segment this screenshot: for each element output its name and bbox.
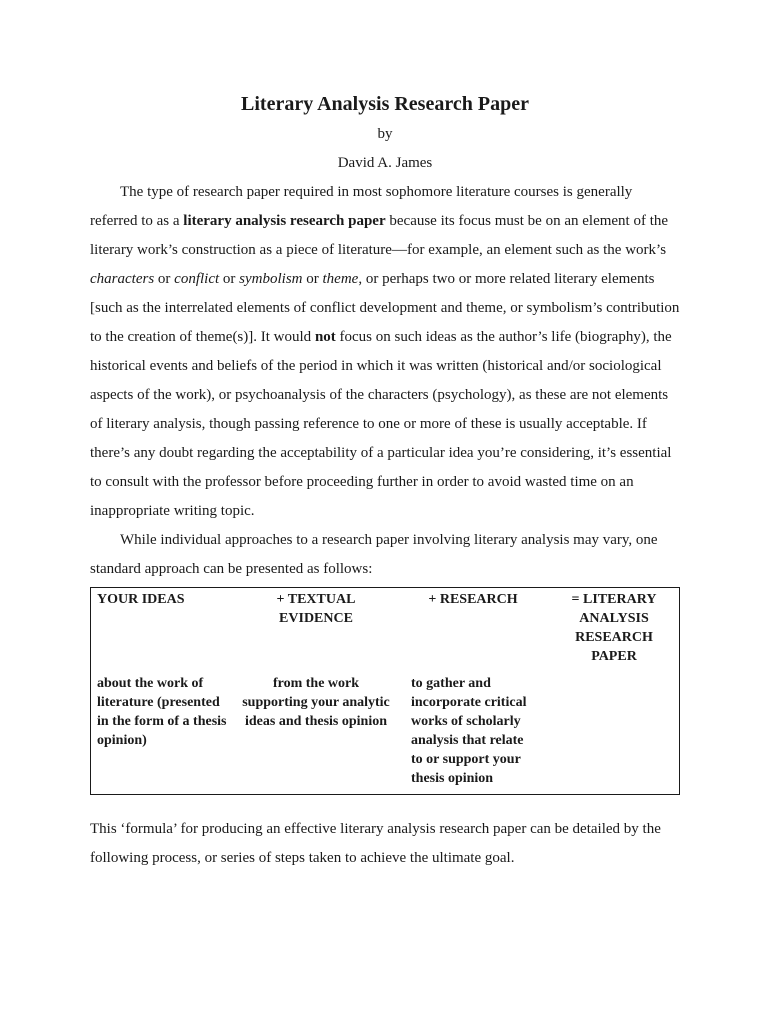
intro-text-7: focus on such ideas as the author’s life (biography), the historical events and beliefs of the period in which it was written (historical and/or sociological aspects of the work), or psychoanalysis of the characters (psychology), as these are not elements of literary analysis, though passing reference to one or more of these is usually acceptable. If there’s any doubt regarding the acceptability of a particular idea you’re considering, it’s essential to consult with the professor before proceeding further in order to avoid wasted time on an inappropriate writing topic. xyxy=(90,329,672,519)
table-row xyxy=(91,672,680,795)
approach-paragraph: While individual approaches to a research paper involving literary analysis may vary, one standard approach can be presented as follows: xyxy=(90,532,658,577)
italic-symbolism: symbolism xyxy=(239,271,303,287)
intro-paragraph xyxy=(90,178,680,526)
cell-literary-analysis xyxy=(549,672,680,795)
cell-research: to gather and incorporate critical works of scholarly analysis that relate to or support your thesis opinion xyxy=(411,676,527,786)
header-research: + RESEARCH xyxy=(428,592,518,607)
table-header-row xyxy=(91,588,680,673)
intro-text-5: or xyxy=(302,271,323,287)
document-page xyxy=(90,88,680,873)
formula-paragraph: This ‘formula’ for producing an effective literary analysis research paper can be detailed by the following process, or series of steps taken to achieve the ultimate goal. xyxy=(90,821,661,866)
bold-not: not xyxy=(314,329,336,345)
intro-text-2: because its focus must be on an element of the literary work’s construction as a piece of literature—for example, an element such as the work’s xyxy=(90,213,669,258)
header-literary-analysis: = LITERARY ANALYSIS RESEARCH PAPER xyxy=(571,592,657,664)
formula-table xyxy=(90,587,680,795)
cell-your-ideas: about the work of literature (presented in the form of a thesis opinion) xyxy=(97,676,227,748)
intro-text-4: or xyxy=(219,271,240,287)
intro-text-6: , or perhaps two or more related literary elements [such as the interrelated elements of conflict development and theme, or symbolism’s contribution to the creation of theme(s)]. It would xyxy=(90,271,680,345)
intro-text-1: The type of research paper required in most sophomore literature courses is generally referred to as a xyxy=(90,184,633,229)
bold-term: literary analysis research paper xyxy=(183,213,386,229)
italic-conflict: conflict xyxy=(174,271,220,287)
byline: by xyxy=(377,126,393,142)
header-your-ideas: YOUR IDEAS xyxy=(97,592,185,607)
cell-textual-evidence: from the work supporting your analytic ideas and thesis opinion xyxy=(242,676,390,729)
intro-text-3: or xyxy=(154,271,175,287)
header-textual-evidence: + TEXTUAL EVIDENCE xyxy=(276,592,356,626)
author-name: David A. James xyxy=(337,155,433,171)
italic-characters: characters xyxy=(90,271,155,287)
italic-theme: theme xyxy=(322,271,359,287)
document-title: Literary Analysis Research Paper xyxy=(241,93,529,115)
